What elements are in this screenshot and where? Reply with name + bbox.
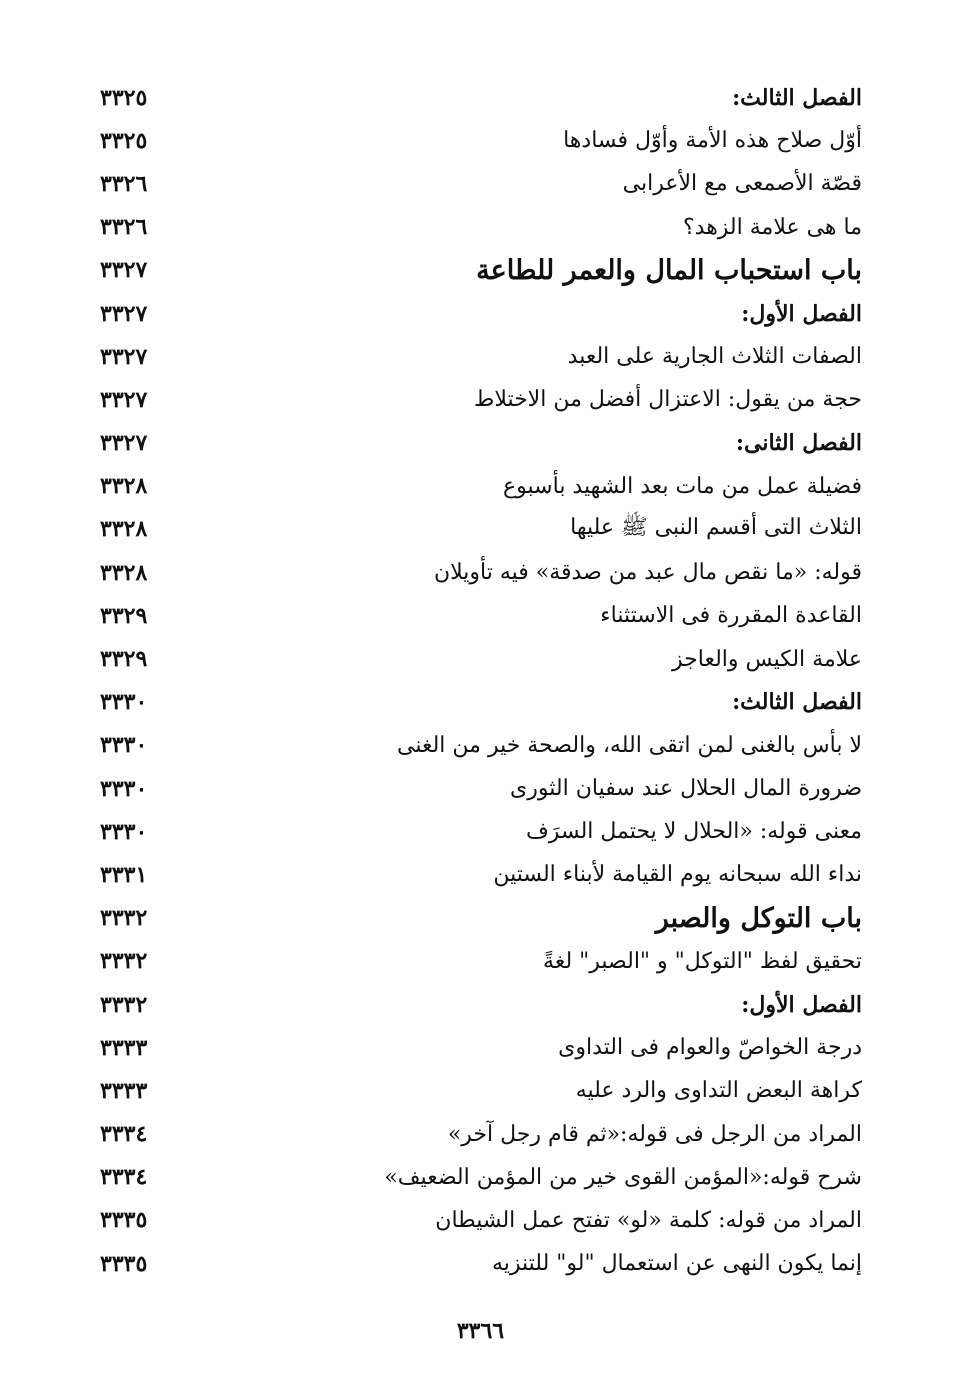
table-of-contents (100, 76, 862, 1285)
toc-entry-title: علامة الكيس والعاجز (672, 646, 862, 672)
toc-entry (100, 465, 862, 508)
toc-entry-page: ٣٣٣٠ (100, 818, 148, 845)
toc-entry (100, 940, 862, 983)
toc-entry-page: ٣٣٣٠ (100, 775, 148, 802)
toc-entry-title: نداء الله سبحانه يوم القيامة لأبناء الستين (493, 862, 862, 888)
page-number: ٣٣٦٦ (456, 1318, 505, 1344)
toc-entry (100, 249, 862, 292)
toc-entry-page: ٣٣٢٥ (100, 84, 148, 111)
toc-entry-title: كراهة البعض التداوى والرد عليه (575, 1078, 862, 1104)
toc-entry-page: ٣٣٣٥ (100, 1250, 148, 1277)
toc-entry-title: إنما يكون النهى عن استعمال "لو" للتنزيه (491, 1251, 862, 1277)
toc-entry (100, 162, 862, 205)
toc-entry-page: ٣٣٢٦ (100, 170, 148, 197)
toc-entry-page: ٣٣٣٣ (100, 1034, 148, 1061)
toc-entry-title: حجة من يقول: الاعتزال أفضل من الاختلاط (473, 387, 862, 413)
toc-entry-title: قوله: «ما نقص مال عبد من صدقة» فيه تأويلان (433, 560, 862, 586)
toc-entry (100, 1242, 862, 1285)
toc-entry-page: ٣٣٣٠ (100, 732, 148, 759)
toc-entry-title: القاعدة المقررة فى الاستثناء (600, 603, 862, 629)
toc-entry-page: ٣٣٢٦ (100, 214, 148, 241)
toc-entry-title: باب التوكل والصبر (655, 902, 862, 934)
toc-entry (100, 1113, 862, 1156)
toc-entry (100, 983, 862, 1026)
toc-entry-page: ٣٣٢٩ (100, 602, 148, 629)
toc-entry (100, 724, 862, 767)
toc-entry (100, 1199, 862, 1242)
toc-entry-page: ٣٣٣٤ (100, 1164, 148, 1191)
toc-entry-title: لا بأس بالغنى لمن اتقى الله، والصحة خير من الغنى (397, 732, 862, 758)
toc-entry-page: ٣٣٣٢ (100, 905, 148, 932)
toc-entry (100, 76, 862, 119)
toc-entry-page: ٣٣٢٧ (100, 430, 148, 457)
toc-entry-page: ٣٣٢٧ (100, 257, 148, 284)
toc-entry-title: المراد من قوله: كلمة «لو» تفتح عمل الشيطان (435, 1207, 862, 1233)
toc-entry-title: الفصل الثانى: (735, 430, 862, 457)
toc-entry-title: المراد من الرجل فى قوله:«ثم قام رجل آخر» (447, 1121, 862, 1147)
toc-entry-title: باب استحباب المال والعمر للطاعة (476, 254, 862, 286)
toc-entry-page: ٣٣٢٨ (100, 473, 148, 500)
toc-entry-page: ٣٣٣٣ (100, 1077, 148, 1104)
toc-entry-title: الثلاث التى أقسم النبى ﷺ عليها (570, 515, 862, 541)
toc-entry (100, 1156, 862, 1199)
toc-entry-page: ٣٣٣٢ (100, 948, 148, 975)
toc-entry (100, 1026, 862, 1069)
toc-entry-title: الفصل الثالث: (732, 84, 862, 111)
toc-entry-page: ٣٣٣٥ (100, 1207, 148, 1234)
toc-entry-title: تحقيق لفظ "التوكل" و "الصبر" لغةً (543, 948, 862, 974)
toc-entry (100, 681, 862, 724)
toc-entry-page: ٣٣٣٤ (100, 1121, 148, 1148)
toc-entry (100, 335, 862, 378)
toc-entry-page: ٣٣٢٧ (100, 343, 148, 370)
toc-entry (100, 292, 862, 335)
toc-entry-title: الفصل الأول: (741, 991, 862, 1018)
toc-entry (100, 378, 862, 421)
toc-entry-title: معنى قوله: «الحلال لا يحتمل السرَف (526, 819, 862, 845)
toc-entry (100, 767, 862, 810)
toc-entry-page: ٣٣٢٧ (100, 300, 148, 327)
toc-entry (100, 119, 862, 162)
toc-entry-title: الفصل الثالث: (732, 689, 862, 716)
toc-entry (100, 422, 862, 465)
toc-entry-page: ٣٣٣٠ (100, 689, 148, 716)
toc-entry (100, 206, 862, 249)
toc-entry-page: ٣٣٣١ (100, 861, 148, 888)
toc-entry-title: قصّة الأصمعى مع الأعرابى (622, 171, 862, 197)
toc-entry (100, 897, 862, 940)
toc-entry-title: الصفات الثلاث الجارية على العبد (567, 344, 862, 370)
toc-entry (100, 810, 862, 853)
toc-entry-page: ٣٣٢٩ (100, 646, 148, 673)
toc-entry (100, 551, 862, 594)
toc-entry-page: ٣٣٢٧ (100, 386, 148, 413)
toc-entry-title: درجة الخواصّ والعوام فى التداوى (558, 1035, 862, 1061)
toc-entry (100, 637, 862, 680)
toc-entry (100, 508, 862, 551)
toc-entry-title: ضرورة المال الحلال عند سفيان الثورى (510, 776, 862, 802)
toc-entry-page: ٣٣٢٨ (100, 516, 148, 543)
toc-entry-title: شرح قوله:«المؤمن القوى خير من المؤمن الضعيف» (384, 1164, 862, 1190)
toc-entry (100, 1069, 862, 1112)
toc-entry (100, 594, 862, 637)
toc-entry-page: ٣٣٣٢ (100, 991, 148, 1018)
toc-entry-title: فضيلة عمل من مات بعد الشهيد بأسبوع (503, 473, 862, 499)
toc-entry-page: ٣٣٢٨ (100, 559, 148, 586)
toc-entry-title: ما هى علامة الزهد؟ (682, 214, 862, 240)
toc-entry-title: الفصل الأول: (741, 300, 862, 327)
toc-entry-title: أوّل صلاح هذه الأمة وأوّل فسادها (563, 128, 862, 154)
toc-entry (100, 853, 862, 896)
toc-entry-page: ٣٣٢٥ (100, 127, 148, 154)
